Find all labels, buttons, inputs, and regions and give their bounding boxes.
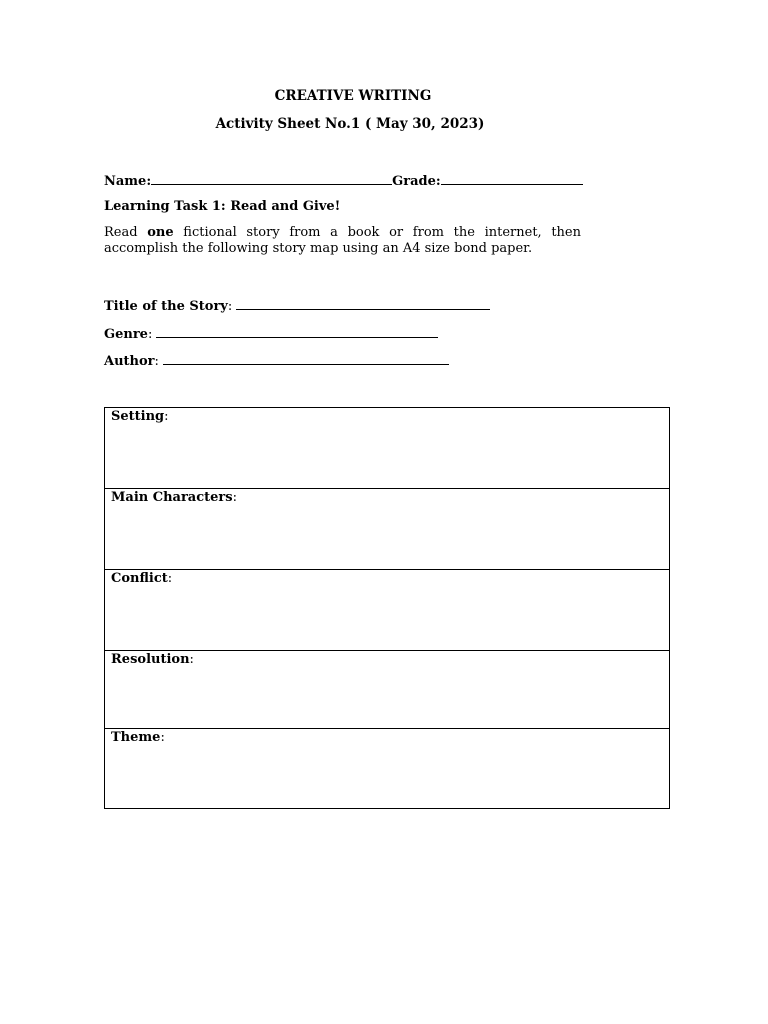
- main-characters-colon: :: [232, 490, 237, 505]
- theme-colon: :: [160, 730, 165, 745]
- conflict-label: Conflict: [111, 571, 168, 586]
- genre-row: [104, 325, 438, 342]
- setting-label: Setting: [111, 409, 165, 424]
- name-grade-row: [104, 172, 583, 189]
- task-heading: Learning Task 1: Read and Give!: [104, 199, 341, 214]
- genre-separator: :: [147, 327, 157, 342]
- author-blank[interactable]: [163, 352, 449, 365]
- genre-blank[interactable]: [156, 325, 438, 338]
- task-instructions: [104, 225, 581, 257]
- name-blank[interactable]: [151, 172, 392, 185]
- story-title-label: Title of the Story: [104, 299, 228, 314]
- name-label: Name:: [104, 174, 152, 189]
- page-title: CREATIVE WRITING: [274, 88, 432, 104]
- instructions-text-start: Read: [104, 225, 148, 240]
- story-map-row-resolution[interactable]: [105, 651, 669, 729]
- resolution-label: Resolution: [111, 652, 190, 667]
- story-title-blank[interactable]: [236, 297, 490, 310]
- setting-colon: :: [164, 409, 169, 424]
- story-map-table: [104, 407, 670, 809]
- instructions-emphasis: one: [147, 225, 174, 240]
- story-map-row-setting[interactable]: [105, 408, 669, 489]
- main-characters-label: Main Characters: [111, 490, 233, 505]
- grade-label: Grade:: [392, 174, 441, 189]
- story-map-row-conflict[interactable]: [105, 570, 669, 651]
- story-map-row-theme[interactable]: [105, 729, 669, 808]
- theme-label: Theme: [111, 730, 161, 745]
- activity-sheet-subtitle: Activity Sheet No.1 ( May 30, 2023): [215, 116, 485, 132]
- story-map-row-main-characters[interactable]: [105, 489, 669, 570]
- instructions-text-end: fictional story from a book or from the internet, then accomplish the following story map using an A4 size bond paper.: [104, 225, 581, 256]
- author-label: Author: [104, 354, 155, 369]
- grade-blank[interactable]: [441, 172, 583, 185]
- resolution-colon: :: [189, 652, 194, 667]
- conflict-colon: :: [167, 571, 173, 586]
- genre-label: Genre: [104, 327, 148, 342]
- author-row: [104, 352, 449, 369]
- story-title-row: [104, 297, 490, 314]
- story-title-separator: :: [227, 299, 237, 314]
- author-separator: :: [154, 354, 164, 369]
